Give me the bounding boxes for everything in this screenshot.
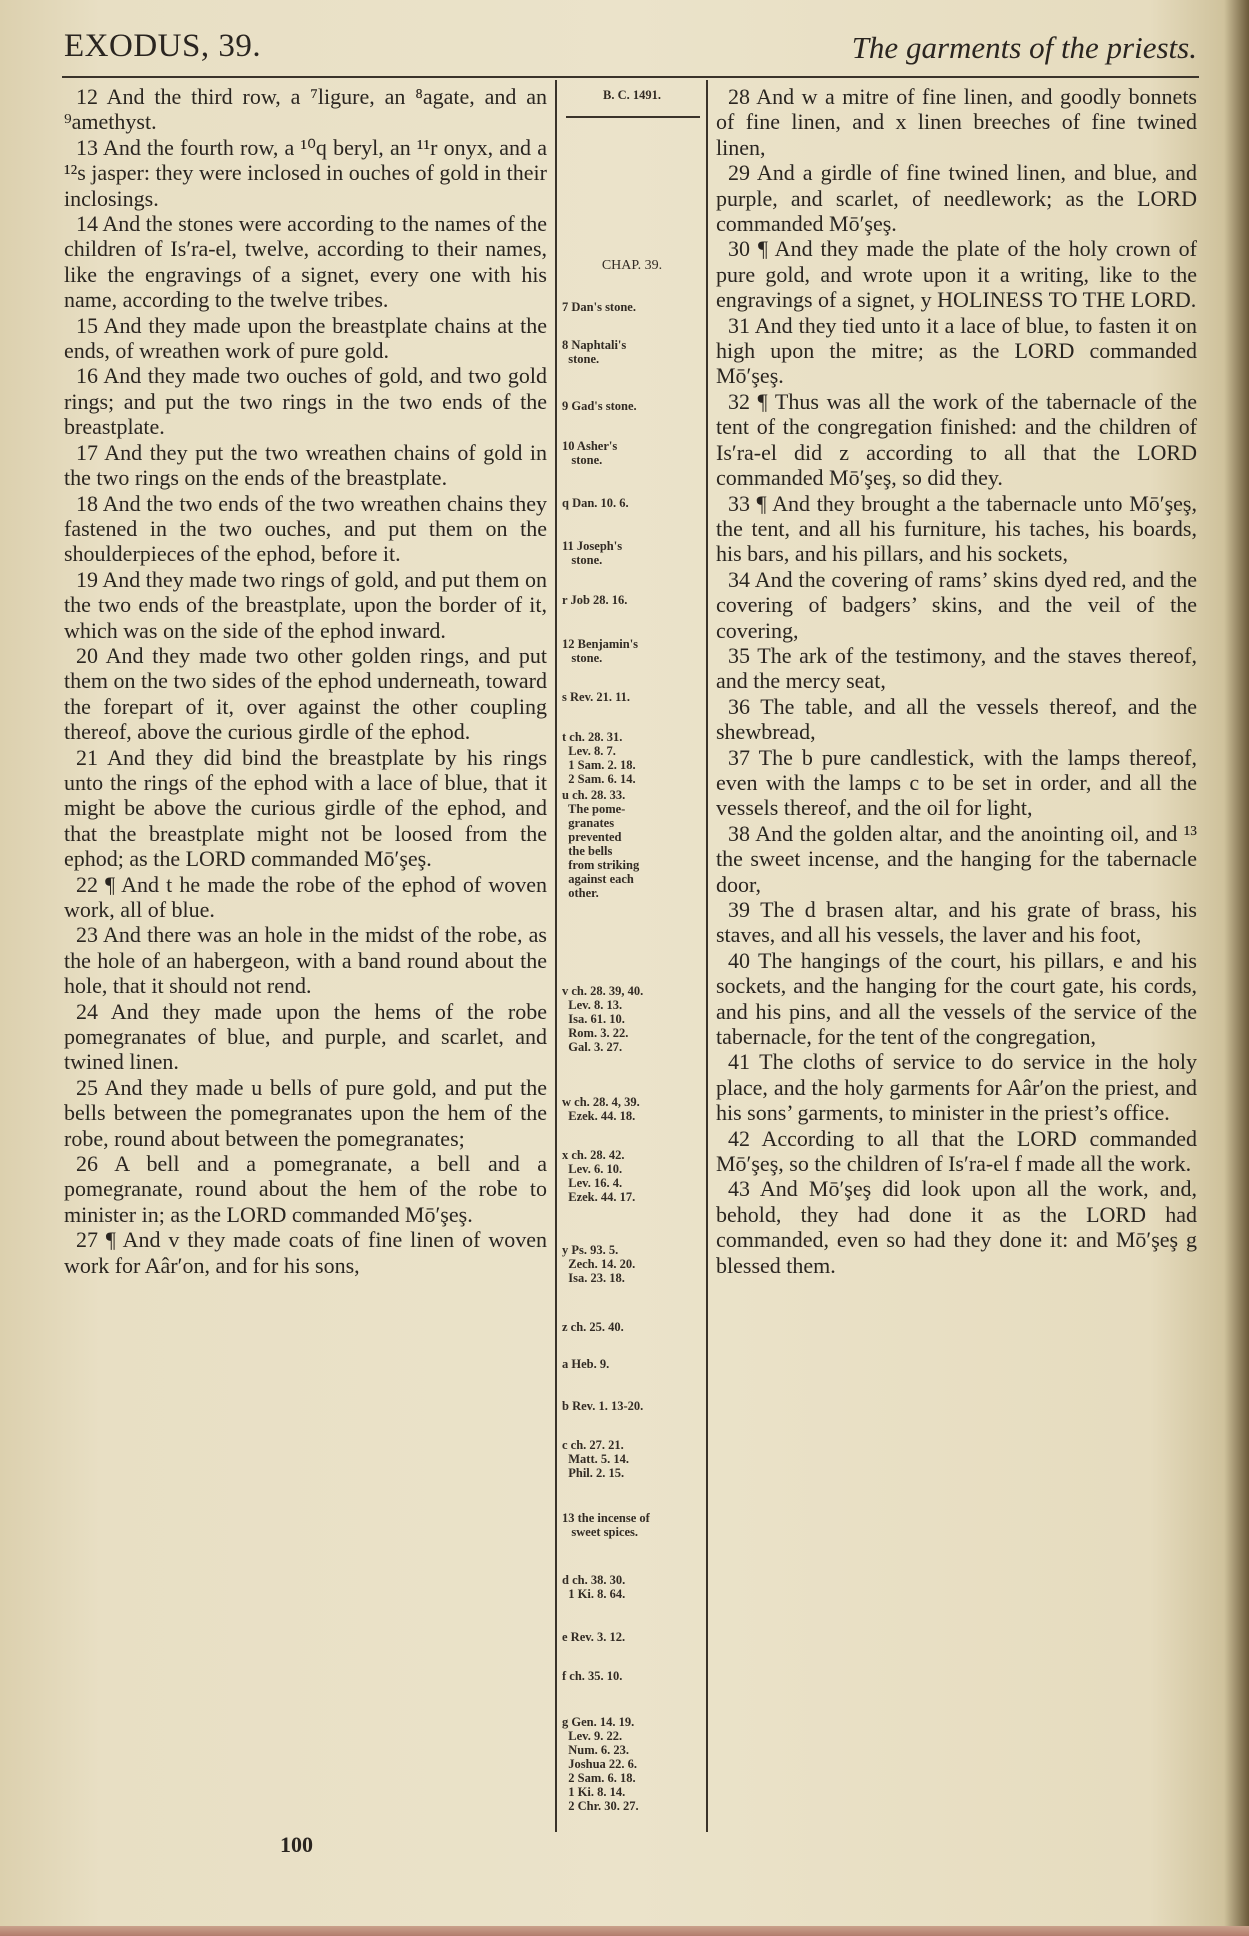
verse: 23 And there was an hole in the midst of the robe, as the hole of an habergeon, with a band round about the hole, that it should not rend. [64, 922, 547, 999]
running-header [64, 28, 1197, 72]
verse: 37 The b pure candlestick, with the lamps thereof, even with the lamps c to be set in order, and all the vessels thereof, and the oil for light, [716, 744, 1197, 821]
margin-rule [566, 116, 700, 118]
margin-note: c ch. 27. 21. Matt. 5. 14. Phil. 2. 15. [562, 1438, 629, 1480]
margin-note: g Gen. 14. 19. Lev. 9. 22. Num. 6. 23. Joshua 22. 6. 2 Sam. 6. 18. 1 Ki. 8. 14. 2 Chr. 30. 27. [562, 1715, 639, 1813]
margin-note: f ch. 35. 10. [562, 1669, 623, 1683]
margin-note: b Rev. 1. 13-20. [562, 1399, 644, 1413]
column-divider [555, 80, 557, 1832]
verse: 24 And they made upon the hems of the robe pomegranates of blue, and purple, and scarlet, and twined linen. [64, 998, 547, 1075]
verse: 12 And the third row, a ⁷ligure, an ⁸agate, and an ⁹amethyst. [64, 84, 547, 135]
page-subject-heading: The garments of the priests. [851, 30, 1197, 65]
verse: 32 ¶ Thus was all the work of the tabernacle of the tent of the congregation finished: and the children of Is′ra-el did z according to all that the LORD commanded Mō′şeş, so did they. [716, 388, 1197, 491]
margin-note: x ch. 28. 42. Lev. 6. 10. Lev. 16. 4. Ezek. 44. 17. [562, 1148, 636, 1204]
verse: 13 And the fourth row, a ¹⁰q beryl, an ¹¹r onyx, and a ¹²s jasper: they were inclosed in ouches of gold in their inclosings. [64, 134, 547, 211]
margin-note: d ch. 38. 30. 1 Ki. 8. 64. [562, 1573, 626, 1601]
verse: 20 And they made two other golden rings, and put them on the two sides of the ephod underneath, toward the forepart of it, over against the other coupling thereof, above the curious girdle of the ephod. [64, 642, 547, 745]
margin-note: v ch. 28. 39, 40. Lev. 8. 13. Isa. 61. 10. Rom. 3. 22. Gal. 3. 27. [562, 984, 644, 1054]
book-chapter-heading: EXODUS, 39. [64, 28, 262, 64]
verse: 36 The table, and all the vessels thereof, and the shewbread, [716, 693, 1197, 745]
verse: 22 ¶ And t he made the robe of the ephod of woven work, all of blue. [64, 871, 547, 922]
margin-note: 10 Asher's stone. [562, 439, 618, 467]
margin-note: 12 Benjamin's stone. [562, 637, 639, 665]
margin-note: r Job 28. 16. [562, 593, 628, 607]
margin-note: 8 Naphtali's stone. [562, 338, 627, 366]
verse: 33 ¶ And they brought a the tabernacle unto Mō′şeş, the tent, and all his furniture, his taches, his boards, his bars, and his pillars, and his sockets, [716, 490, 1197, 567]
verse: 17 And they put the two wreathen chains of gold in the two rings on the ends of the breastplate. [64, 439, 547, 491]
margin-note: a Heb. 9. [562, 1357, 610, 1371]
margin-note: 9 Gad's stone. [562, 399, 637, 413]
verse: 38 And the golden altar, and the anointing oil, and ¹³ the sweet incense, and the hanging for the tabernacle door, [716, 820, 1197, 897]
margin-note: u ch. 28. 33. The pome- granates prevented the bells from striking against each other. [562, 788, 640, 900]
margin-note: y Ps. 93. 5. Zech. 14. 20. Isa. 23. 18. [562, 1243, 636, 1285]
header-rule [62, 76, 1199, 78]
verse: 30 ¶ And they made the plate of the holy crown of pure gold, and wrote upon it a writing, like to the engravings of a signet, y HOLINESS TO THE LORD. [716, 236, 1197, 313]
margin-note: 7 Dan's stone. [562, 300, 636, 314]
page-number: 100 [280, 1832, 313, 1857]
margin-note: w ch. 28. 4, 39. Ezek. 44. 18. [562, 1095, 640, 1123]
left-text-column [64, 84, 547, 1278]
verse: 25 And they made u bells of pure gold, and put the bells between the pomegranates upon the hem of the robe, round about between the pomegranates; [64, 1074, 547, 1151]
margin-note: s Rev. 21. 11. [562, 690, 631, 704]
verse: 16 And they made two ouches of gold, and two gold rings; and put the two rings in the two ends of the breastplate. [64, 363, 547, 440]
verse: 15 And they made upon the breastplate chains at the ends, of wreathen work of pure gold. [64, 312, 547, 364]
verse: 39 The d brasen altar, and his grate of brass, his staves, and all his vessels, the laver and his foot, [716, 897, 1197, 948]
chapter-label: CHAP. 39. [601, 258, 663, 273]
page-bottom-edge [0, 1926, 1249, 1936]
verse: 40 The hangings of the court, his pillars, e and his sockets, and the hanging for the court gate, his cords, and his pins, and all the vessels of the service of the tabernacle, for the tent of the congregation, [716, 947, 1197, 1050]
margin-note: z ch. 25. 40. [562, 1320, 624, 1334]
margin-note: q Dan. 10. 6. [562, 496, 629, 510]
verse: 43 And Mō′şeş did look upon all the work, and, behold, they had done it as the LORD had commanded, even so had they done it: and Mō′şeş g blessed them. [716, 1176, 1197, 1278]
verse: 21 And they did bind the breastplate by his rings unto the rings of the ephod with a lace of blue, that it might be above the curious girdle of the ephod, and that the breastplate might not be loosed from the ephod; as the LORD commanded Mō′şeş. [64, 744, 547, 872]
verse: 28 And w a mitre of fine linen, and goodly bonnets of fine linen, and x linen breeches of fine twined linen, [716, 84, 1197, 160]
verse: 42 According to all that the LORD commanded Mō′şeş, so the children of Is′ra-el f made all the work. [716, 1125, 1197, 1177]
verse: 31 And they tied unto it a lace of blue, to fasten it on high upon the mitre; as the LORD commanded Mō′şeş. [716, 312, 1197, 389]
column-divider [706, 80, 708, 1832]
verse: 29 And a girdle of fine twined linen, and blue, and purple, and scarlet, of needlework; as the LORD commanded Mō′şeş. [716, 160, 1197, 237]
margin-note: e Rev. 3. 12. [562, 1630, 626, 1644]
center-reference-margin [562, 84, 704, 1834]
verse: 18 And the two ends of the two wreathen chains they fastened in the two ouches, and put them on the shoulderpieces of the ephod, before it. [64, 490, 547, 567]
margin-note: t ch. 28. 31. Lev. 8. 7. 1 Sam. 2. 18. 2 Sam. 6. 14. [562, 730, 636, 786]
verse: 41 The cloths of service to do service in the holy place, and the holy garments for Aâr′on the priest, and his sons’ garments, to minister in the priest’s office. [716, 1049, 1197, 1126]
verse: 35 The ark of the testimony, and the staves thereof, and the mercy seat, [716, 642, 1197, 694]
right-text-column [716, 84, 1197, 1278]
margin-note: 11 Joseph's stone. [562, 539, 623, 567]
verse: 34 And the covering of rams’ skins dyed red, and the covering of badgers’ skins, and the veil of the covering, [716, 566, 1197, 643]
margin-note: 13 the incense of sweet spices. [562, 1511, 650, 1539]
verse: 26 A bell and a pomegranate, a bell and a pomegranate, round about the hem of the robe to minister in; as the LORD commanded Mō′şeş. [64, 1151, 547, 1227]
verse: 27 ¶ And v they made coats of fine linen of woven work for Aâr′on, and for his sons, [64, 1227, 547, 1278]
verse: 14 And the stones were according to the names of the children of Is′ra-el, twelve, according to their names, like the engravings of a signet, every one with his name, according to the twelve tribes. [64, 211, 547, 313]
verse: 19 And they made two rings of gold, and put them on the two ends of the breastplate, upon the border of it, which was on the side of the ephod inward. [64, 566, 547, 643]
date-note: B. C. 1491. [603, 88, 661, 102]
